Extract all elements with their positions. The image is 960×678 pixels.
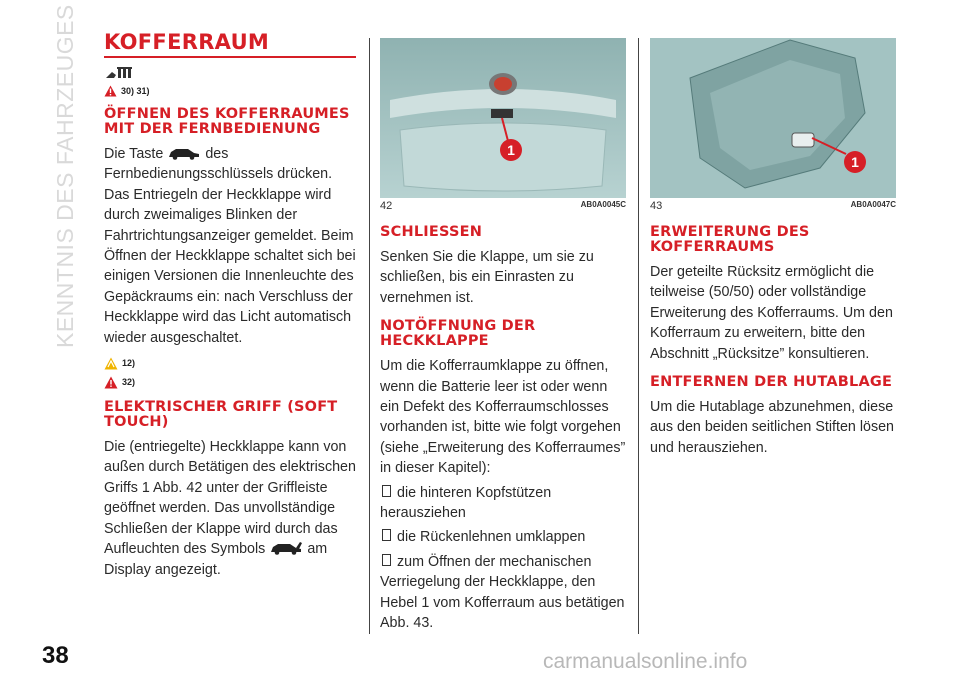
figure-code: AB0A0045C — [580, 200, 626, 209]
warning-icon — [104, 376, 118, 389]
column-2 — [380, 38, 626, 634]
paragraph-emergency-release: Um die Kofferraumklappe zu öffnen, wenn die Batterie leer ist oder wenn ein Defekt des Kofferraumschlosses vorhanden ist, bitte wie folgt vorgehen (siehe „Erweiterung des Kofferraumes” in dieser Kapitel): — [380, 358, 626, 477]
figure-number: 43 — [650, 200, 663, 212]
manual-icon — [104, 64, 356, 80]
reference-32: 32) — [122, 377, 136, 388]
figure-42-caption — [380, 200, 626, 212]
column-divider-2 — [638, 38, 639, 634]
section-heading-electric-grip: ELEKTRISCHER GRIFF (SOFT TOUCH) — [104, 399, 338, 431]
bullet-box — [382, 554, 391, 566]
section-heading-closing: SCHLIESSEN — [380, 224, 483, 240]
section-heading-shelf-removal: ENTFERNEN DER HUTABLAGE — [650, 374, 893, 391]
car-trunk-icon — [167, 146, 201, 160]
figure-code: AB0A0047C — [850, 200, 896, 209]
bullet-box — [382, 529, 391, 541]
figure-43-release-lever — [650, 38, 896, 198]
paragraph-text: Die Taste — [104, 146, 164, 162]
watermark: carmanualsonline.info — [543, 650, 748, 673]
reference-numbers: 30) 31) — [121, 86, 150, 96]
figure-42-trunk-handle — [380, 38, 626, 198]
list-item-text: die hinteren Kopfstützen herausziehen — [380, 484, 552, 522]
page-title: KOFFERRAUM — [104, 30, 270, 54]
bullet-box — [382, 485, 391, 497]
column-divider-1 — [369, 38, 370, 634]
paragraph-electric-grip — [104, 437, 356, 580]
figure-42-callout: 1 — [507, 142, 515, 158]
figure-43-caption — [650, 200, 896, 212]
paragraph-text: des Fernbedienungsschlüssels drücken. Das Entriegeln der Heckklappe wird durch zweimaliges Blinken der Fahrtrichtungsanzeiger gemeldet. Beim Öffnen der Heckklappe schaltet sich bei einigen Versionen die Innenleuchte des Gepäckraums ein: nach Verschluss der Heckklappe wird das Licht automatisch wieder ausgeschaltet. — [104, 146, 356, 346]
section-heading-extension: ERWEITERUNG DES KOFFERRAUMS — [650, 224, 810, 255]
page-number: 38 — [42, 642, 69, 669]
figure-number: 42 — [380, 200, 393, 212]
side-chapter-title: KENNTNIS DES FAHRZEUGES — [52, 4, 78, 348]
list-item — [380, 552, 626, 634]
paragraph-text: am Display angezeigt. — [104, 541, 328, 578]
title-underline — [104, 56, 356, 58]
paragraph-text: Die (entriegelte) Heckklappe kann von außen durch Betätigen des elektrischen Griffs 1 Abb. 42 unter der Griffleiste geöffnet werden. Das unvollständige Schließen der Klappe wird durch das Aufleuchten des Symbols — [104, 439, 356, 558]
car-trunk-open-icon — [269, 541, 303, 555]
list-item — [380, 527, 626, 547]
figure-43-callout: 1 — [851, 154, 859, 170]
column-3 — [650, 38, 896, 458]
paragraph-closing: Senken Sie die Klappe, um sie zu schließen, bis ein Einrasten zu vernehmen ist. — [380, 249, 594, 306]
list-item-text: die Rückenlehnen umklappen — [397, 529, 586, 546]
section-heading-emergency-release: NOTÖFFNUNG DER HECKKLAPPE — [380, 318, 536, 350]
column-1 — [104, 30, 356, 580]
warning-icon — [104, 85, 117, 97]
section-heading-open-remote: ÖFFNEN DES KOFFERRAUMES MIT DER FERNBEDIENUNG — [104, 106, 350, 137]
reference-12: 12) — [122, 358, 136, 369]
list-item — [380, 483, 626, 524]
paragraph-extension: Der geteilte Rücksitz ermöglicht die teilweise (50/50) oder vollständige Erweiterung des Kofferraums. Um den Kofferraum zu erweitern, bitte den Abschnitt „Rücksitze” konsultieren. — [650, 264, 893, 362]
list-item-text: zum Öffnen der mechanischen Verriegelung der Heckklappe, den Hebel 1 vom Kofferraum aus betätigen Abb. 43. — [380, 553, 625, 632]
paragraph-shelf-removal: Um die Hutablage abzunehmen, diese aus den beiden seitlichen Stiften lösen und herausziehen. — [650, 399, 895, 456]
caution-icon — [104, 357, 118, 370]
paragraph-open-remote — [104, 144, 356, 348]
